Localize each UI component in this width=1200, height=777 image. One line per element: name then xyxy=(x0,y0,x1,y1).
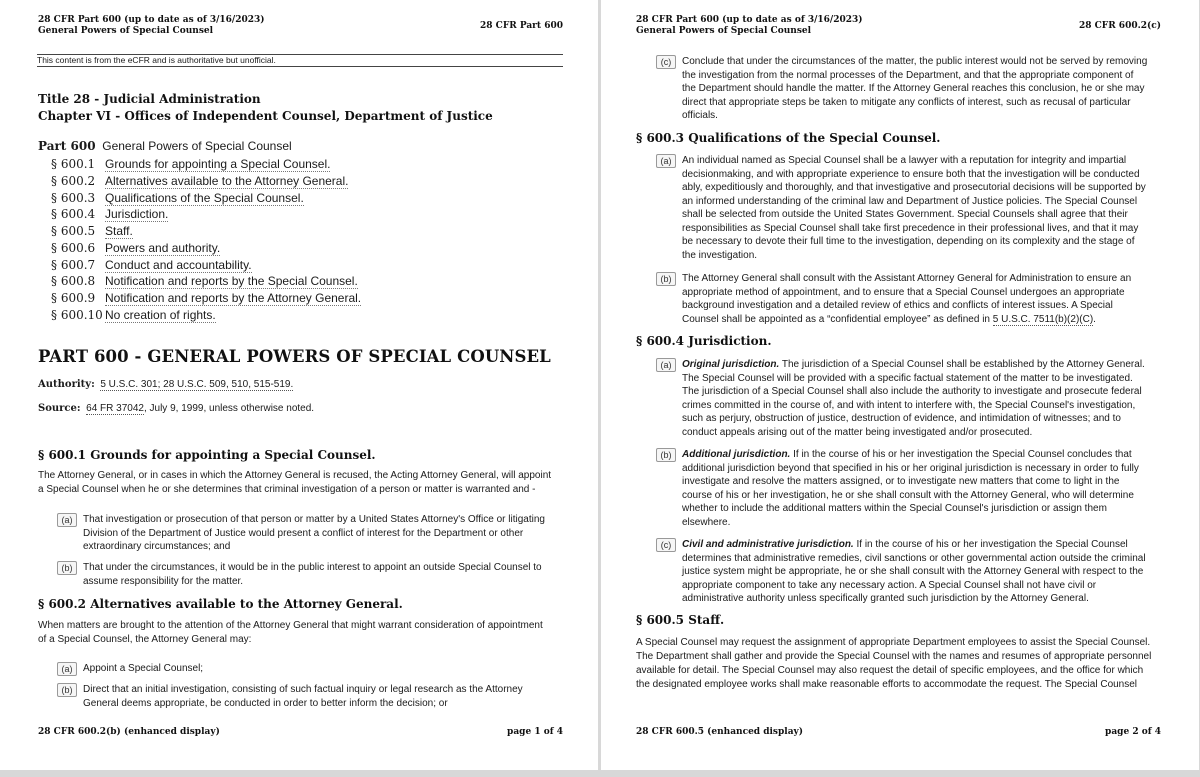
paragraph-a xyxy=(57,662,567,676)
section-intro xyxy=(38,469,568,497)
paragraph-tag[interactable]: (c) xyxy=(656,538,676,552)
footer-citation: 28 CFR 600.5 (enhanced display) xyxy=(636,727,804,737)
text-line: course of his or her investigation, he or she shall consult with the Attorney General, who will determine xyxy=(682,489,1134,501)
text-line: The Department shall gather and provide the Special Counsel with the names and resumes of appropriate personnel xyxy=(636,651,1152,662)
text-line: Direct that an initial investigation, consisting of such factual inquiry or legal research as the Attorney xyxy=(83,684,523,695)
toc-number: § 600.9 xyxy=(51,291,96,305)
text-line: That under the circumstances, it would be in the public interest to appoint an outside Special Counsel to xyxy=(83,562,542,573)
header-citation: 28 CFR 600.2(c) xyxy=(1078,21,1161,31)
paragraph-tag[interactable]: (a) xyxy=(57,513,77,527)
section-heading: § 600.3 Qualifications of the Special Counsel. xyxy=(636,131,941,145)
toc-part xyxy=(38,139,292,153)
text-line: The jurisdiction of a Special Counsel shall also include the authority to investigate and prosecute federal xyxy=(682,386,1142,397)
text-line: The Attorney General shall consult with the Assistant Attorney General for Administration to ensure an xyxy=(682,273,1132,284)
text-line: Division of the Department of Justice would present a conflict of interest for the Department or other xyxy=(83,527,524,539)
text-line: The Attorney General, or in cases in which the Attorney General is recused, the Acting Attorney General, will appoint xyxy=(38,470,552,481)
paragraph-a xyxy=(656,154,1166,262)
paragraph-b xyxy=(57,561,567,588)
section-heading: § 600.5 Staff. xyxy=(636,613,725,627)
toc-item[interactable] xyxy=(51,274,358,289)
paragraph-subject: Civil and administrative jurisdiction. xyxy=(682,539,854,550)
section-heading: § 600.1 Grounds for appointing a Special Counsel. xyxy=(38,448,376,462)
toc-link[interactable]: Alternatives available to the Attorney General. xyxy=(105,174,349,188)
usc-link[interactable]: 5 U.S.C. 7511(b)(2)(C) xyxy=(992,313,1094,325)
toc-link[interactable]: Qualifications of the Special Counsel. xyxy=(105,191,304,205)
section-heading: § 600.4 Jurisdiction. xyxy=(636,334,772,348)
text-line: shall be selected from outside the United States Government. Special Counsels shall agree that their xyxy=(682,209,1128,220)
toc-link[interactable]: Notification and reports by the Attorney General. xyxy=(105,291,362,305)
page-header xyxy=(38,15,265,37)
text-line xyxy=(682,538,1166,552)
toc-item[interactable] xyxy=(51,191,304,206)
paragraph-subject: Additional jurisdiction. xyxy=(682,449,791,460)
toc-number: § 600.10 xyxy=(51,308,103,322)
text-run: If in the course of his or her investigation the Special Counsel concludes that xyxy=(790,449,1132,460)
header-title: 28 CFR Part 600 (up to date as of 3/16/2023) xyxy=(636,15,863,25)
paragraph-text xyxy=(83,683,567,710)
part-title: PART 600 - GENERAL POWERS OF SPECIAL COUNSEL xyxy=(38,347,551,366)
paragraph-a xyxy=(656,358,1166,439)
paragraph-a xyxy=(57,513,567,554)
text-line: responsibilities as Special Counsel shall take first precedence in their professional lives, and that it may xyxy=(682,222,1139,234)
text-line: an informed understanding of the criminal law and Department of Justice policies. The Special Counsel xyxy=(682,195,1138,207)
paragraph-tag[interactable]: (a) xyxy=(656,154,676,168)
toc-link[interactable]: Powers and authority. xyxy=(105,241,221,255)
text-line: decisionmaking, and with appropriate experience to ensure both that the investigation will be conducted xyxy=(682,168,1140,180)
toc-number: § 600.6 xyxy=(51,241,96,255)
paragraph-text xyxy=(682,358,1166,439)
title-heading: Title 28 - Judicial Administration xyxy=(38,92,261,106)
source-link[interactable]: 64 FR 37042 xyxy=(86,403,144,414)
text-line: A Special Counsel may request the assignment of appropriate Department employees to assist the Special Counsel. xyxy=(636,637,1151,648)
section-intro xyxy=(38,619,568,647)
footer-citation: 28 CFR 600.2(b) (enhanced display) xyxy=(38,727,220,737)
toc-number: § 600.7 xyxy=(51,258,96,272)
text-line: the designated employee works shall make reasonable efforts to accommodate the request. The Special Counsel xyxy=(636,679,1138,690)
paragraph-tag[interactable]: (b) xyxy=(57,561,77,575)
paragraph-c xyxy=(656,55,1166,123)
toc-part-label: Part 600 xyxy=(38,139,96,153)
paragraph-c xyxy=(656,538,1166,606)
header-subtitle: General Powers of Special Counsel xyxy=(38,26,214,36)
paragraph-tag[interactable]: (a) xyxy=(656,358,676,372)
text-line: of a Special Counsel, the Attorney General may: xyxy=(38,634,252,645)
text-run: Counsel shall be appointed as a “confidential employee” as defined in xyxy=(682,313,993,325)
toc-number: § 600.2 xyxy=(51,174,96,188)
text-line: whether to include the additional matters within the Special Counsel's jurisdiction or assign them xyxy=(682,503,1107,514)
toc-link[interactable]: No creation of rights. xyxy=(105,308,216,322)
paragraph-tag[interactable]: (b) xyxy=(57,683,77,697)
text-line: officials. xyxy=(682,110,718,121)
page-header xyxy=(636,15,863,37)
authority-notice: This content is from the eCFR and is authoritative but unofficial. xyxy=(37,54,563,67)
paragraph-text xyxy=(682,538,1166,606)
toc-number: § 600.1 xyxy=(51,157,96,171)
toc-link[interactable]: Conduct and accountability. xyxy=(105,258,252,272)
text-line: Conclude that under the circumstances of the matter, the public interest would not be served by removing xyxy=(682,56,1148,67)
text-line xyxy=(682,313,1166,327)
paragraph-text xyxy=(682,272,1166,326)
page-number: page 1 of 4 xyxy=(507,727,563,737)
document-page-2 xyxy=(601,0,1199,770)
toc-number: § 600.8 xyxy=(51,274,96,288)
text-line: The Special Counsel will be provided with a specific factual statement of the matter to be investigated. xyxy=(682,372,1133,384)
chapter-heading: Chapter VI - Offices of Independent Counsel, Department of Justice xyxy=(38,109,493,123)
authority-link[interactable]: 5 U.S.C. 301; 28 U.S.C. 509, 510, 515-519. xyxy=(100,379,294,390)
text-line: the investigation from the normal processes of the Department, and that the appropriate component of xyxy=(682,69,1134,81)
authority-label: Authority: xyxy=(38,379,95,390)
text-line: That investigation or prosecution of that person or matter by a United States Attorney's Office or litigating xyxy=(83,514,545,525)
text-line: determines that administrative remedies, civil sanctions or other governmental action outside the criminal xyxy=(682,552,1146,564)
text-line: direct that appropriate steps be taken to mitigate any conflicts of interest, such as recusal of particular xyxy=(682,96,1131,108)
toc-item[interactable] xyxy=(51,258,252,273)
toc-item[interactable] xyxy=(51,224,133,239)
text-line: When matters are brought to the attention of the Attorney General that might warrant consideration of appointment xyxy=(38,620,543,631)
section-heading: § 600.2 Alternatives available to the Attorney General. xyxy=(38,597,403,611)
text-line: investigate and resolve the matters assigned, or to investigate new matters that come to light in the xyxy=(682,476,1120,487)
text-line: extraordinary circumstances; and xyxy=(83,541,231,552)
paragraph-text xyxy=(83,513,567,554)
toc-item[interactable] xyxy=(51,241,220,256)
text-line: a Special Counsel when he or she determines that criminal investigation of a person or matter is warranted and - xyxy=(38,484,536,495)
header-title: 28 CFR Part 600 (up to date as of 3/16/2023) xyxy=(38,15,265,25)
authority-line xyxy=(38,379,293,390)
text-line: justice system might be appropriate, he or she shall consult with the Attorney General with respect to the xyxy=(682,566,1144,577)
text-run: If in the course of his or her investigation the Special Counsel xyxy=(853,539,1128,550)
paragraph-text xyxy=(682,55,1166,123)
text-line: crimes committed in the course of, and with intent to interfere with, the Special Counsel's investigation, xyxy=(682,399,1136,411)
toc-link[interactable]: Jurisdiction. xyxy=(105,207,169,221)
toc-part-name: General Powers of Special Counsel xyxy=(102,139,292,153)
paragraph-b xyxy=(57,683,567,710)
text-line: administrative authority unless specifically granted such jurisdiction by the Attorney General. xyxy=(682,593,1089,604)
source-label: Source: xyxy=(38,403,81,414)
text-line: additional jurisdiction beyond that specified in his or her original jurisdiction is necessary in order to fully xyxy=(682,462,1139,474)
text-line xyxy=(682,448,1166,462)
text-line xyxy=(682,358,1166,372)
toc-link[interactable]: Grounds for appointing a Special Counsel. xyxy=(105,157,331,171)
text-line: appropriate method of appointment, and to ensure that a Special Counsel undergoes an appropriate xyxy=(682,286,1125,298)
paragraph-text xyxy=(682,154,1166,262)
paragraph-text xyxy=(83,561,567,588)
paragraph-tag[interactable]: (b) xyxy=(656,272,676,286)
paragraph-tag[interactable]: (c) xyxy=(656,55,676,69)
text-line: An individual named as Special Counsel shall be a lawyer with a reputation for integrity and impartial xyxy=(682,155,1127,166)
paragraph-b xyxy=(656,448,1166,529)
toc-item[interactable] xyxy=(51,207,168,222)
toc-number: § 600.3 xyxy=(51,191,96,205)
toc-number: § 600.4 xyxy=(51,207,96,221)
header-citation: 28 CFR Part 600 xyxy=(480,21,563,31)
text-line: assume responsibility for the matter. xyxy=(83,575,244,587)
header-subtitle: General Powers of Special Counsel xyxy=(636,26,812,36)
text-line: be necessary to devote their full time to the investigation, depending on its complexity and the stage of xyxy=(682,236,1135,247)
text-line: appropriate component to take any necessary action. A Special Counsel shall not have civil or xyxy=(682,579,1097,591)
text-run: . xyxy=(1093,313,1096,325)
document-page-1 xyxy=(0,0,598,770)
toc-item[interactable] xyxy=(51,174,348,189)
paragraph-subject: Original jurisdiction. xyxy=(682,359,780,370)
paragraph-b xyxy=(656,272,1166,326)
toc-item[interactable] xyxy=(51,291,361,306)
paragraph-tag[interactable]: (b) xyxy=(656,448,676,462)
text-line: conduct appeals arising out of the matter being investigated and/or prosecuted. xyxy=(682,426,1033,438)
toc-link[interactable]: Staff. xyxy=(105,224,133,238)
section-body xyxy=(636,636,1171,692)
page-number: page 2 of 4 xyxy=(1105,727,1161,737)
paragraph-text: Appoint a Special Counsel; xyxy=(83,663,204,674)
text-line: General deems appropriate, be conducted in order to better inform the decision; or xyxy=(83,697,448,709)
paragraph-text xyxy=(682,448,1166,529)
text-line: available for detail. The Special Counsel may also request the detail of specific employees, and the office for which xyxy=(636,665,1144,676)
text-line: the Department should handle the matter. If the Attorney General reaches this conclusion, he or she may xyxy=(682,83,1145,94)
source-line xyxy=(38,403,314,414)
text-line: background investigation and a detailed review of ethics and conflicts of interest issues. A Special xyxy=(682,300,1113,311)
text-line: the investigation. xyxy=(682,249,758,261)
toc-link[interactable]: Notification and reports by the Special Counsel. xyxy=(105,274,358,288)
text-line: elsewhere. xyxy=(682,516,731,528)
toc-item[interactable] xyxy=(51,157,330,172)
source-text: , July 9, 1999, unless otherwise noted. xyxy=(143,403,315,414)
text-line: ably, expeditiously and thoroughly, and that investigative and prosecutorial decisions will be supported by xyxy=(682,182,1146,193)
toc-item[interactable] xyxy=(51,308,216,323)
text-run: The jurisdiction of a Special Counsel shall be established by the Attorney General. xyxy=(779,359,1145,370)
text-line: such as perjury, obstruction of justice, destruction of evidence, and intimidation of witnesses; and to xyxy=(682,413,1121,424)
paragraph-tag[interactable]: (a) xyxy=(57,662,77,676)
toc-number: § 600.5 xyxy=(51,224,96,238)
